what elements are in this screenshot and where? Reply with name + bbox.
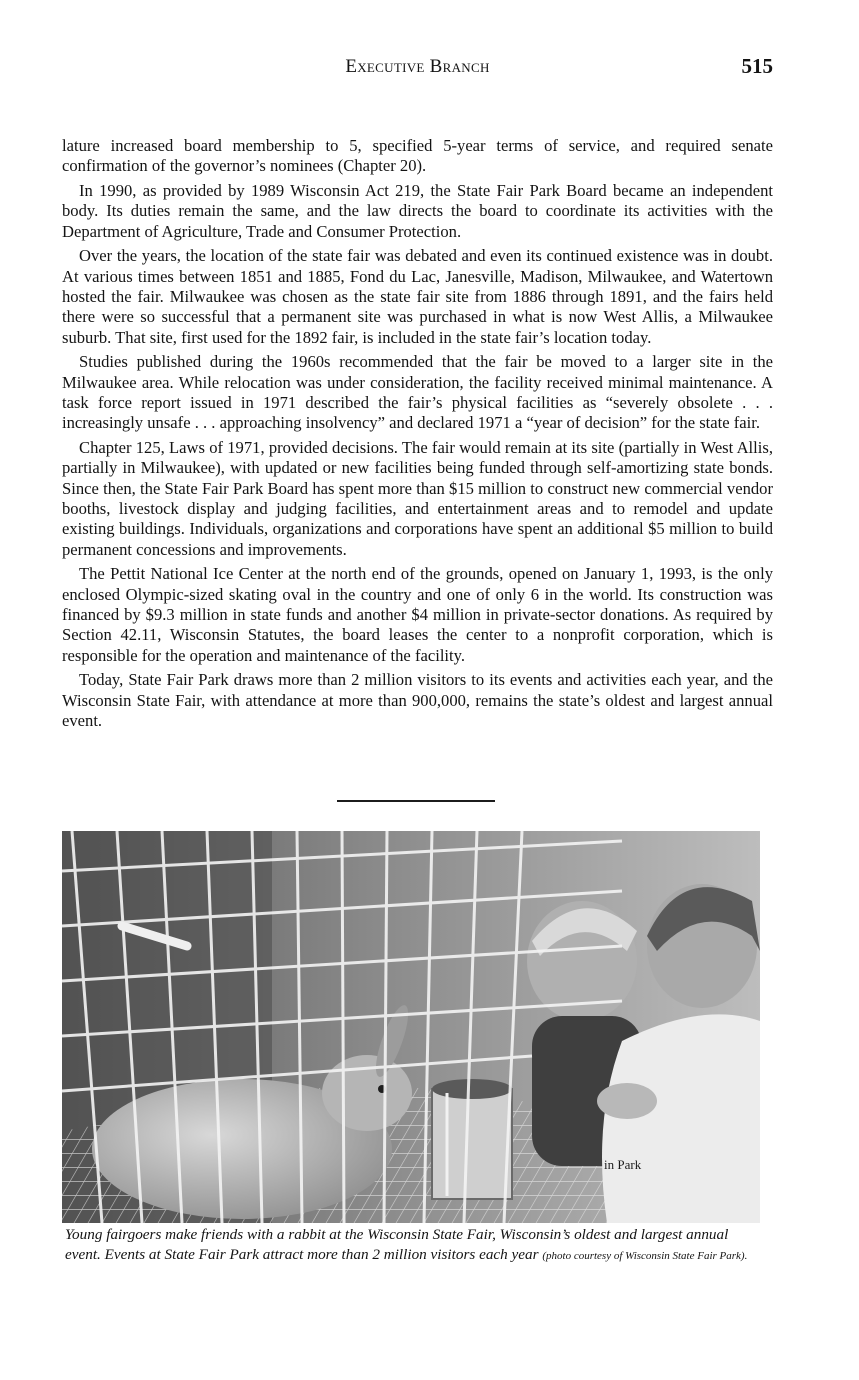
feed-can xyxy=(432,1079,512,1199)
paragraph-continued: lature increased board membership to 5, specified 5-year terms of service, and required senate confirmation of the governor’s nominees (Chapter 20). xyxy=(62,136,773,176)
section-divider-rule xyxy=(337,800,495,802)
body-text xyxy=(62,136,773,736)
paragraph-chapter-125: Chapter 125, Laws of 1971, provided decisions. The fair would remain at its site (partially in West Allis, partially in Milwaukee), with updated or new facilities being funded through self-amortizing state bonds. Since then, the State Fair Park Board has spent more than $15 million to construct new commercial vendor booths, livestock display and judging facilities, and entertainment areas and to remodel and update existing buildings. Individuals, organizations and corporations have spent an additional $5 million to build permanent concessions and improvements. xyxy=(62,438,773,559)
fair-rabbit-photo xyxy=(62,831,760,1223)
photo-credit: (photo courtesy of Wisconsin State Fair Park). xyxy=(542,1250,748,1262)
running-head: Executive Branch xyxy=(345,56,490,77)
caption-text: Young fairgoers make friends with a rabbit at the Wisconsin State Fair, Wisconsin’s oldest and largest annual event. Events at State Fair Park attract more than 2 million visitors each year xyxy=(65,1226,729,1263)
photo-caption xyxy=(65,1225,762,1266)
paragraph-pettit-ice-center: The Pettit National Ice Center at the north end of the grounds, opened on January 1, 1993, is the only enclosed Olympic-sized skating oval in the country and one of only 6 in the world. Its construction was financed by $9.3 million in state funds and another $4 million in private-sector donations. As required by Section 42.11, Wisconsin Statutes, the board leases the center to a nonprofit corporation, which is responsible for the operation and maintenance of the facility. xyxy=(62,564,773,665)
paragraph-today: Today, State Fair Park draws more than 2 million visitors to its events and activities each year, and the Wisconsin State Fair, with attendance at more than 900,000, remains the state’s oldest and largest annual event. xyxy=(62,670,773,731)
sign-text: in Park xyxy=(604,1157,642,1172)
paragraph-1960s-studies: Studies published during the 1960s recommended that the fair be moved to a larger site in the Milwaukee area. While relocation was under consideration, the facility received minimal maintenance. A task force report issued in 1971 described the fair’s physical facilities as “severely obsolete . . . increasingly unsafe . . . approaching insolvency” and declared 1971 a “year of decision” for the state fair. xyxy=(62,352,773,433)
paragraph-independent-board: In 1990, as provided by 1989 Wisconsin Act 219, the State Fair Park Board became an independent body. Its duties remain the same, and the law directs the board to coordinate its activities with the Department of Agriculture, Trade and Consumer Protection. xyxy=(62,181,773,241)
page-number: 515 xyxy=(741,54,773,78)
paragraph-fair-location-history: Over the years, the location of the state fair was debated and even its continued existence was in doubt. At various times between 1851 and 1885, Fond du Lac, Janesville, Madison, Milwaukee, and Watertown hosted the fair. Milwaukee was chosen as the state fair site from 1886 through 1891, and the fairs held there were so successful that a permanent site was purchased in what is now West Allis, a Milwaukee suburb. That site, first used for the 1892 fair, is included in the state fair’s location today. xyxy=(62,246,773,347)
page-header xyxy=(62,54,773,82)
